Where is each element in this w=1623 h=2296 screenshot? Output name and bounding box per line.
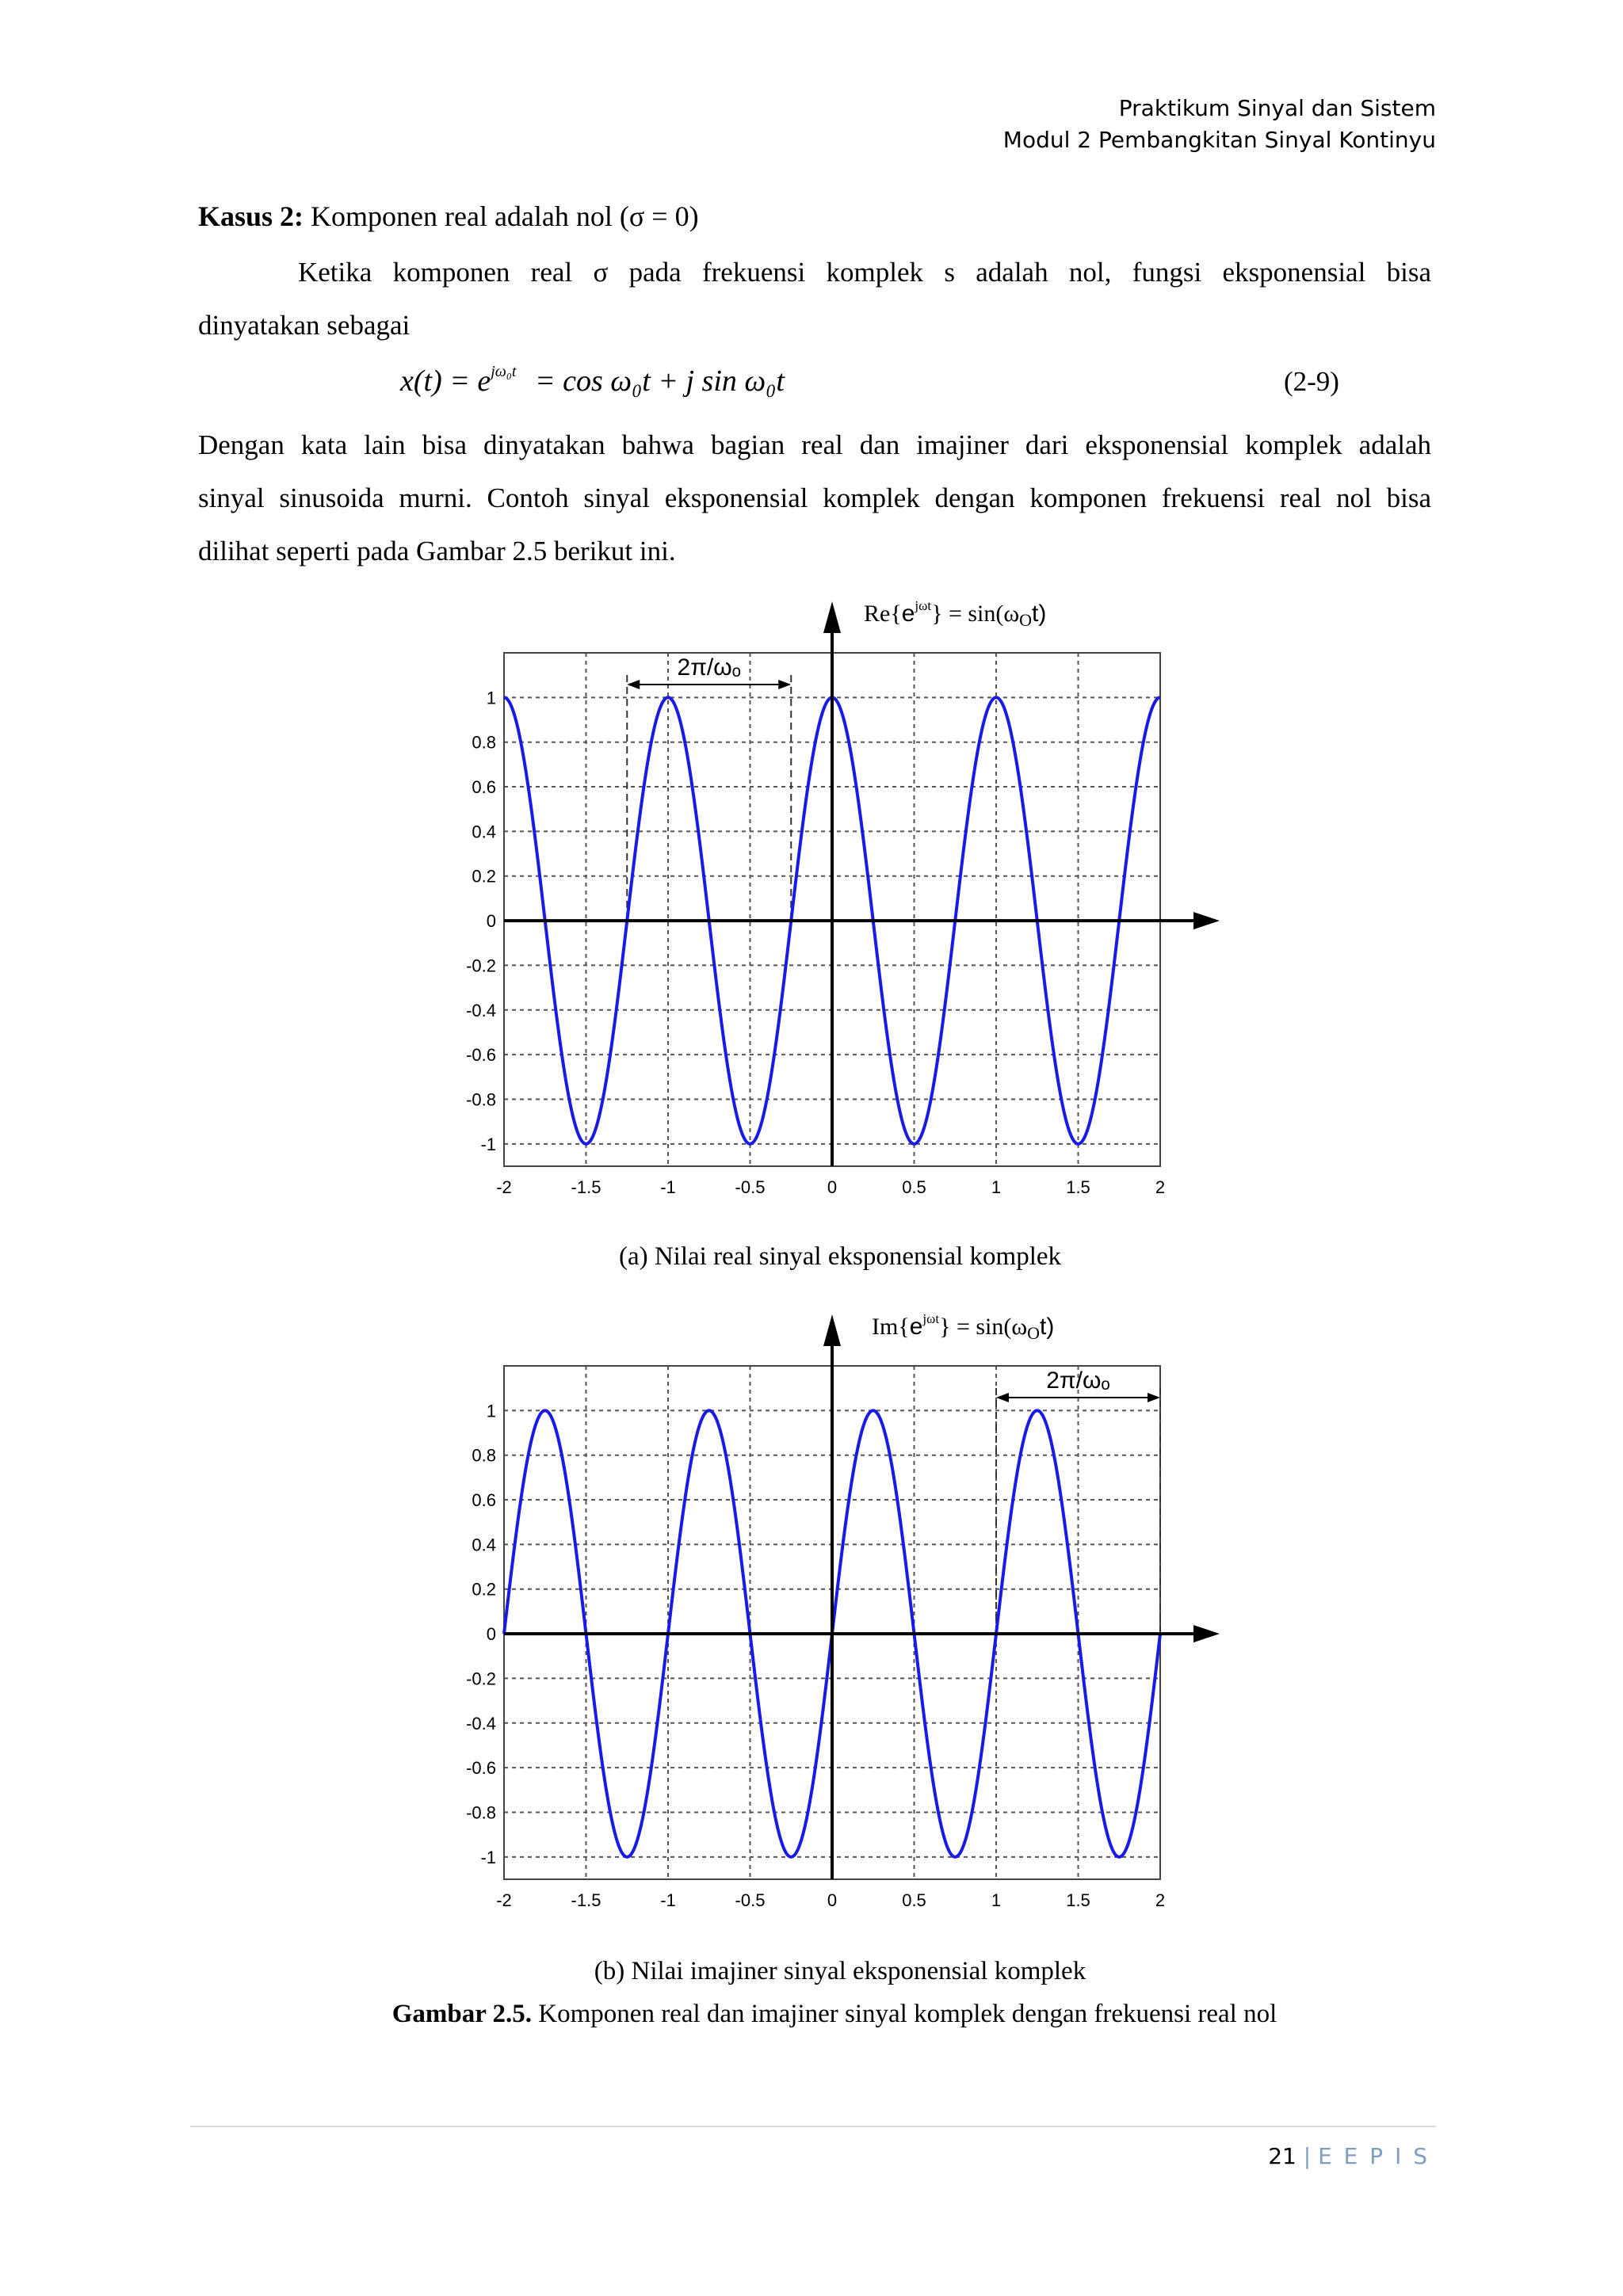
figure-b-label-suffix: } = sin(ω — [939, 1314, 1028, 1340]
equation-rhs: = cos ω₀t + j sin ω₀t — [534, 364, 785, 398]
footer-divider — [190, 2126, 1436, 2127]
y-axis-arrowhead — [823, 1314, 841, 1346]
x-tick-label: -2 — [496, 1177, 512, 1197]
y-axis-arrowhead — [823, 601, 841, 633]
y-tick-label: 1 — [486, 688, 496, 708]
y-tick-label: 0.6 — [472, 777, 496, 798]
section-title-text: Komponen real adalah nol (σ = 0) — [311, 200, 699, 232]
equation-number: (2-9) — [1284, 366, 1339, 397]
figure-a-label-sub: O — [1019, 610, 1033, 630]
equation-lhs: x(t) = e — [400, 364, 491, 398]
y-tick-label: -0.6 — [466, 1758, 496, 1779]
y-tick-label: -0.2 — [466, 1669, 496, 1689]
footer-org: E E P I S — [1318, 2143, 1430, 2169]
period-arrowhead-right — [1148, 1393, 1160, 1402]
y-tick-label: -0.4 — [466, 1000, 496, 1020]
y-tick-label: 0 — [486, 911, 496, 932]
figure-a-label-prefix: Re{ — [864, 601, 902, 627]
y-tick-label: 0.8 — [472, 1445, 496, 1466]
x-tick-label: -1.5 — [571, 1177, 601, 1197]
y-tick-label: 0 — [486, 1624, 496, 1645]
y-tick-label: 0.4 — [472, 1535, 496, 1555]
y-tick-label: -0.4 — [466, 1713, 496, 1733]
x-tick-label: 0 — [827, 1177, 838, 1197]
figure-b-plot — [0, 1299, 1623, 1933]
figure-b-signal-label — [872, 1311, 1054, 1343]
equation — [400, 363, 785, 399]
x-tick-label: -0.5 — [735, 1890, 766, 1910]
y-tick-label: -0.8 — [466, 1802, 496, 1823]
x-tick-label: 1 — [991, 1890, 1002, 1910]
x-tick-label: -1.5 — [571, 1890, 601, 1910]
x-tick-label: 0.5 — [902, 1890, 926, 1910]
figure-a-period-markers — [627, 675, 791, 921]
y-tick-label: -1 — [480, 1134, 496, 1154]
header-subtitle: Modul 2 Pembangkitan Sinyal Kontinyu — [1002, 127, 1436, 153]
period-arrowhead-left — [627, 680, 640, 689]
figure-a-signal-label — [864, 598, 1046, 630]
x-tick-label: 1.5 — [1066, 1177, 1090, 1197]
period-arrowhead-right — [778, 680, 791, 689]
page-number: 21 — [1268, 2143, 1296, 2169]
figure-a-caption: (a) Nilai real sinyal eksponensial komplek — [618, 1242, 1062, 1271]
x-tick-label: 1 — [991, 1177, 1002, 1197]
x-tick-label: -1 — [660, 1177, 676, 1197]
figure-b-tick-labels — [466, 1401, 1165, 1910]
figure-b-label-e: e — [909, 1314, 923, 1340]
section-title-bold: Kasus 2: — [198, 200, 304, 232]
equation-exponent: jω₀t — [491, 363, 517, 380]
figure-b-axes — [504, 1314, 1220, 1879]
y-tick-label: 0.6 — [472, 1490, 496, 1511]
figure-a-period-label: 2π/ωₒ — [677, 654, 741, 681]
figure-b-caption: (b) Nilai imajiner sinyal eksponensial komplek — [594, 1957, 1086, 1985]
x-axis-arrowhead — [1193, 1625, 1220, 1642]
figure-b-period-label: 2π/ωₒ — [1046, 1367, 1110, 1394]
figure-a-axes — [504, 601, 1220, 1166]
x-tick-label: -2 — [496, 1890, 512, 1910]
period-arrowhead-left — [996, 1393, 1009, 1402]
y-tick-label: -0.6 — [466, 1045, 496, 1066]
paragraph-explanation-line1: Dengan kata lain bisa dinyatakan bahwa bagian real dan imajiner dari eksponensial komplek adalah — [198, 429, 1431, 460]
figure-caption-text: Komponen real dan imajiner sinyal komplek dengan frekuensi real nol — [538, 2000, 1277, 2028]
x-tick-label: 0.5 — [902, 1177, 926, 1197]
y-tick-label: 0.4 — [472, 822, 496, 842]
footer-separator: | — [1303, 2143, 1312, 2169]
figure-a-plot — [0, 586, 1623, 1220]
y-tick-label: 1 — [486, 1401, 496, 1421]
figure-a-tick-labels — [466, 688, 1165, 1197]
figure-a-label-end: t) — [1032, 601, 1047, 627]
figure-a-label-e: e — [901, 601, 915, 627]
paragraph-intro — [198, 246, 1431, 352]
x-tick-label: -0.5 — [735, 1177, 766, 1197]
y-tick-label: -1 — [480, 1847, 496, 1867]
paragraph-explanation-line3: dilihat seperti pada Gambar 2.5 berikut ini. — [198, 536, 676, 566]
y-tick-label: 0.8 — [472, 732, 496, 753]
x-tick-label: 2 — [1155, 1890, 1166, 1910]
section-title — [198, 200, 699, 233]
y-tick-label: 0.2 — [472, 1579, 496, 1600]
figure-b-label-end: t) — [1040, 1314, 1055, 1340]
figure-b-label-prefix: Im{ — [872, 1314, 910, 1340]
paragraph-explanation-line2: sinyal sinusoida murni. Contoh sinyal eksponensial komplek dengan komponen frekuensi real nol bisa — [198, 482, 1431, 513]
figure-caption — [0, 2000, 1623, 2029]
y-tick-label: -0.8 — [466, 1089, 496, 1110]
y-tick-label: 0.2 — [472, 866, 496, 887]
figure-caption-bold: Gambar 2.5. — [391, 2000, 533, 2028]
x-tick-label: 2 — [1155, 1177, 1166, 1197]
paragraph-intro-line1: Ketika komponen real σ pada frekuensi komplek s adalah nol, fungsi eksponensial bisa — [298, 257, 1431, 288]
paragraph-intro-line2: dinyatakan sebagai — [198, 310, 411, 341]
footer — [1268, 2143, 1430, 2169]
paragraph-explanation — [198, 418, 1431, 578]
x-tick-label: 0 — [827, 1890, 838, 1910]
x-tick-label: 1.5 — [1066, 1890, 1090, 1910]
x-axis-arrowhead — [1193, 912, 1220, 929]
figure-a-label-suffix: } = sin(ω — [931, 601, 1020, 627]
figure-b-label-sub: O — [1027, 1323, 1041, 1343]
figure-a-label-sup: jωt — [915, 598, 932, 613]
y-tick-label: -0.2 — [466, 955, 496, 976]
figure-b-label-sup: jωt — [922, 1311, 940, 1326]
header-title: Praktikum Sinyal dan Sistem — [1118, 95, 1436, 121]
x-tick-label: -1 — [660, 1890, 676, 1910]
